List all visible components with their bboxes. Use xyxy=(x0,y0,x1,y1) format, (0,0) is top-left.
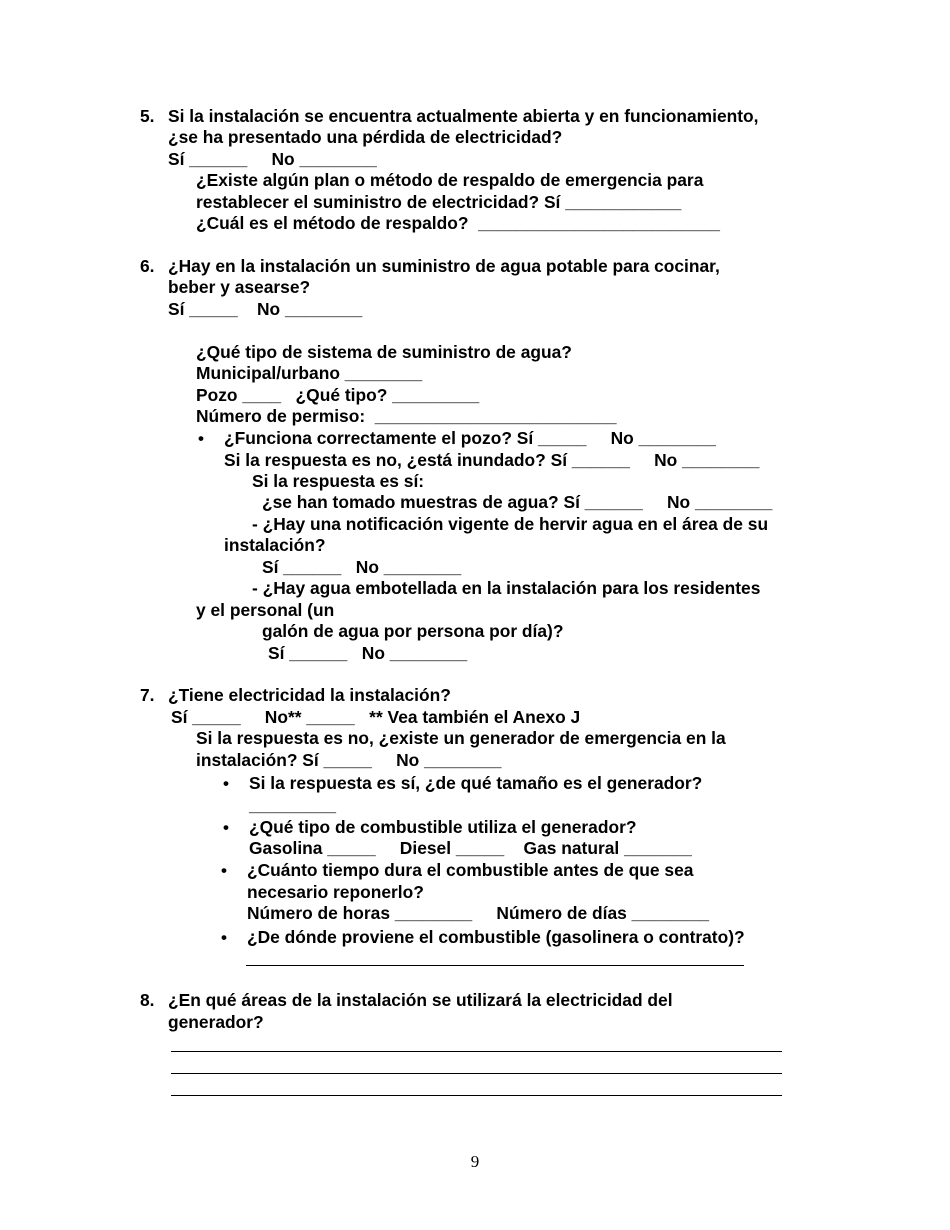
question-6-boil-notice-answer: Sí ______ No ________ xyxy=(262,557,462,577)
question-7-generator-line-2: instalación? Sí _____ No ________ xyxy=(196,750,502,770)
question-5-backup-method: ¿Cuál es el método de respaldo? _________________________ xyxy=(196,213,720,233)
question-6-answer-line: Sí _____ No ________ xyxy=(168,299,363,319)
question-7-text: ¿Tiene electricidad la instalación? xyxy=(168,685,451,705)
question-6-if-yes: Si la respuesta es sí: xyxy=(252,471,425,491)
question-7-generator-size-blank: _________ xyxy=(249,795,337,815)
question-7-generator-size: Si la respuesta es sí, ¿de qué tamaño es el generador? xyxy=(249,773,703,793)
question-6-permit: Número de permiso: _________________________ xyxy=(196,406,617,426)
question-6-bottled-water-answer: Sí ______ No ________ xyxy=(268,643,468,663)
answer-line xyxy=(171,1095,782,1096)
question-7-fuel-source: ¿De dónde proviene el combustible (gasolinera o contrato)? xyxy=(247,927,745,947)
question-6-well: Pozo ____ ¿Qué tipo? _________ xyxy=(196,385,480,405)
answer-line xyxy=(246,965,744,966)
question-5-number: 5. xyxy=(140,106,155,126)
answer-line xyxy=(171,1051,782,1052)
question-8-text-line-2: generador? xyxy=(168,1012,264,1032)
question-7-fuel-duration-line-1: ¿Cuánto tiempo dura el combustible antes de que sea xyxy=(247,860,694,880)
question-7-fuel-options: Gasolina _____ Diesel _____ Gas natural _______ xyxy=(249,838,692,858)
bullet-icon: • xyxy=(198,429,204,448)
question-7-number: 7. xyxy=(140,685,155,705)
question-7-fuel-duration-line-2: necesario reponerlo? xyxy=(247,882,424,902)
question-6-bottled-water-line-1: - ¿Hay agua embotellada en la instalación para los residentes xyxy=(252,578,761,598)
question-6-bottled-water-line-3: galón de agua por persona por día)? xyxy=(262,621,564,641)
question-6-well-working: ¿Funciona correctamente el pozo? Sí _____ No ________ xyxy=(224,428,716,448)
question-6-boil-notice-line-1: - ¿Hay una notificación vigente de hervir agua en el área de su xyxy=(252,514,769,534)
bullet-icon: • xyxy=(223,774,229,793)
question-5-text-line-1: Si la instalación se encuentra actualmente abierta y en funcionamiento, xyxy=(168,106,759,126)
question-6-bottled-water-line-2: y el personal (un xyxy=(196,600,335,620)
question-5-backup-plan-line-2: restablecer el suministro de electricidad? Sí ____________ xyxy=(196,192,682,212)
question-5-backup-plan-line-1: ¿Existe algún plan o método de respaldo de emergencia para xyxy=(196,170,704,190)
question-8-text-line-1: ¿En qué áreas de la instalación se utilizará la electricidad del xyxy=(168,990,673,1010)
question-6-system-type: ¿Qué tipo de sistema de suministro de agua? xyxy=(196,342,572,362)
question-7-fuel-type: ¿Qué tipo de combustible utiliza el generador? xyxy=(249,817,637,837)
question-6-text-line-2: beber y asearse? xyxy=(168,277,311,297)
question-5-answer-line: Sí ______ No ________ xyxy=(168,149,377,169)
bullet-icon: • xyxy=(223,818,229,837)
question-6-municipal: Municipal/urbano ________ xyxy=(196,363,423,383)
question-7-answer-line: Sí _____ No** _____ ** Vea también el Anexo J xyxy=(171,707,581,727)
question-6-number: 6. xyxy=(140,256,155,276)
page-number: 9 xyxy=(470,1152,480,1171)
question-6-water-samples: ¿se han tomado muestras de agua? Sí ______ No ________ xyxy=(262,492,773,512)
question-6-well-flooded: Si la respuesta es no, ¿está inundado? Sí ______ No ________ xyxy=(224,450,760,470)
question-5-text-line-2: ¿se ha presentado una pérdida de electricidad? xyxy=(168,127,563,147)
question-6-text-line-1: ¿Hay en la instalación un suministro de agua potable para cocinar, xyxy=(168,256,720,276)
bullet-icon: • xyxy=(221,928,227,947)
question-7-hours-days: Número de horas ________ Número de días ________ xyxy=(247,903,710,923)
answer-line xyxy=(171,1073,782,1074)
bullet-icon: • xyxy=(221,861,227,880)
question-8-number: 8. xyxy=(140,990,155,1010)
question-6-boil-notice-line-2: instalación? xyxy=(224,535,326,555)
question-7-generator-line-1: Si la respuesta es no, ¿existe un generador de emergencia en la xyxy=(196,728,726,748)
